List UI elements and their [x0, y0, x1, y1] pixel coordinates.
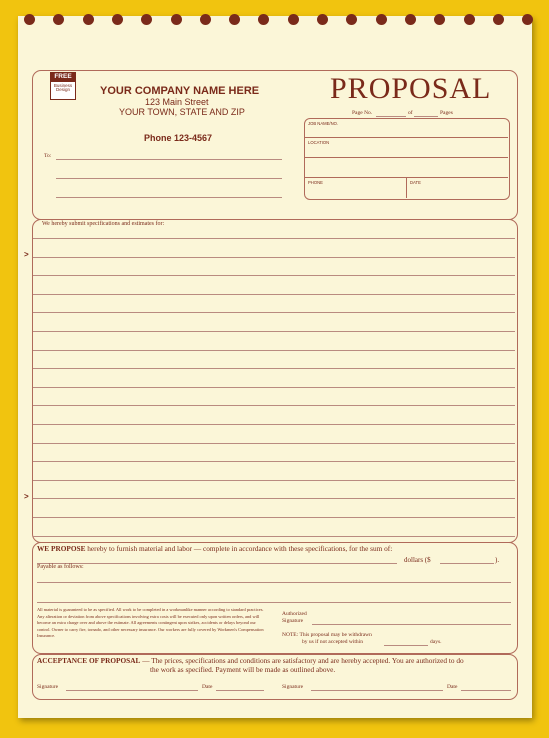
specification-line[interactable] [33, 424, 515, 425]
accept-signature2-line[interactable] [311, 690, 443, 691]
we-propose-text: hereby to furnish material and labor — complete in accordance with these specifications, for the sum of: [87, 544, 393, 553]
punch-holes [10, 14, 539, 28]
of-label: of [408, 110, 413, 116]
payable-label: Payable as follows: [37, 564, 84, 570]
to-line-2[interactable] [56, 178, 282, 179]
punch-hole [229, 14, 240, 25]
punch-hole [493, 14, 504, 25]
punch-hole [522, 14, 533, 25]
days-label: days. [430, 639, 442, 645]
to-line-1[interactable] [56, 159, 282, 160]
specification-line[interactable] [33, 331, 515, 332]
punch-hole [346, 14, 357, 25]
acceptance-text-1: — The prices, specifications and conditions are satisfactory and are hereby accepted. You are authorized to do [142, 656, 464, 665]
dollars-end: ). [495, 556, 500, 564]
sum-line[interactable] [37, 563, 397, 564]
pages-label: Pages [440, 110, 453, 116]
punch-hole [288, 14, 299, 25]
we-propose-heading [37, 544, 392, 553]
punch-hole [112, 14, 123, 25]
specification-line[interactable] [33, 238, 515, 239]
punch-hole [200, 14, 211, 25]
we-propose-bold: WE PROPOSE [37, 544, 86, 553]
accept-signature2-label: Signature [282, 684, 304, 690]
acceptance-heading: ACCEPTANCE OF PROPOSAL [37, 656, 141, 665]
accept-date-label: Date [202, 684, 213, 690]
note-line-2: by us if not accepted within [302, 639, 363, 645]
accept-signature-line[interactable] [66, 690, 198, 691]
signature-label: Signature [282, 618, 304, 624]
days-line[interactable] [384, 645, 428, 646]
payable-line-2[interactable] [37, 602, 511, 603]
specification-line[interactable] [33, 312, 515, 313]
logo-free-text: FREE [51, 73, 75, 82]
to-label: To: [44, 153, 52, 159]
specification-line[interactable] [33, 498, 515, 499]
specification-line[interactable] [33, 257, 515, 258]
authorized-label: Authorized [282, 611, 307, 617]
payable-line-1[interactable] [37, 582, 511, 583]
phone-date-divider [406, 177, 407, 198]
specification-line[interactable] [33, 368, 515, 369]
job-info-box [304, 118, 510, 200]
punch-hole [317, 14, 328, 25]
arrow-marker-top: > [24, 250, 29, 259]
punch-hole [83, 14, 94, 25]
specification-line[interactable] [33, 387, 515, 388]
terms-text: All material is guaranteed to be as specified. All work to be completed in a workmanlike manner according to standard practices. Any alteration or deviation from above specifications involving extra costs will be executed only upon written orders, and will become an extra charge over and above the estimate. All agreements contingent upon strikes, accidents or delays beyond our control. Owner to carry fire, tornado, and other necessary insurance. Our workers are fully covered by Workmen's Compensation Insurance. [37, 607, 264, 639]
punch-hole [53, 14, 64, 25]
specifications-intro: We hereby submit specifications and estimates for: [42, 221, 165, 227]
page-no-label: Page No. [352, 110, 373, 116]
specification-line[interactable] [33, 480, 515, 481]
job-name-label: JOB NAME/NO. [308, 121, 339, 126]
punch-hole [405, 14, 416, 25]
accept-date-line[interactable] [216, 690, 264, 691]
accept-signature-label: Signature [37, 684, 59, 690]
company-phone: Phone 123-4567 [144, 133, 213, 143]
location-label: LOCATION [308, 140, 330, 145]
specification-line[interactable] [33, 275, 515, 276]
punch-hole [24, 14, 35, 25]
authorized-signature-line[interactable] [312, 624, 511, 625]
logo-sub-text: Business Design [53, 82, 73, 93]
specifications-box [32, 219, 518, 543]
accept-date2-line[interactable] [461, 690, 511, 691]
location-divider [305, 157, 508, 158]
specification-line[interactable] [33, 536, 515, 537]
job-phone-label: PHONE [308, 180, 323, 185]
of-pages-line[interactable] [414, 116, 438, 117]
specification-line[interactable] [33, 443, 515, 444]
job-date-label: DATE [410, 180, 421, 185]
specification-line[interactable] [33, 517, 515, 518]
acceptance-line-2: the work as specified. Payment will be made as outlined above. [150, 665, 336, 674]
specification-line[interactable] [33, 461, 515, 462]
specification-line[interactable] [33, 350, 515, 351]
page-no-line[interactable] [376, 116, 406, 117]
punch-hole [464, 14, 475, 25]
punch-hole [141, 14, 152, 25]
specification-line[interactable] [33, 294, 515, 295]
specification-line[interactable] [33, 405, 515, 406]
acceptance-line-1 [37, 656, 464, 665]
company-street: 123 Main Street [145, 97, 209, 107]
company-city: YOUR TOWN, STATE AND ZIP [119, 107, 245, 117]
free-business-design-logo [50, 72, 76, 100]
dollars-amount-line[interactable] [440, 563, 494, 564]
punch-hole [434, 14, 445, 25]
accept-date2-label: Date [447, 684, 458, 690]
company-name: YOUR COMPANY NAME HERE [100, 85, 260, 97]
punch-hole [171, 14, 182, 25]
form-title: PROPOSAL [330, 72, 492, 105]
arrow-marker-bottom: > [24, 492, 29, 501]
to-line-3[interactable] [56, 197, 282, 198]
punch-hole [258, 14, 269, 25]
job-name-divider [305, 137, 508, 138]
punch-hole [376, 14, 387, 25]
note-line-1: NOTE: This proposal may be withdrawn [282, 632, 372, 638]
dollars-label: dollars ($ [404, 556, 431, 564]
